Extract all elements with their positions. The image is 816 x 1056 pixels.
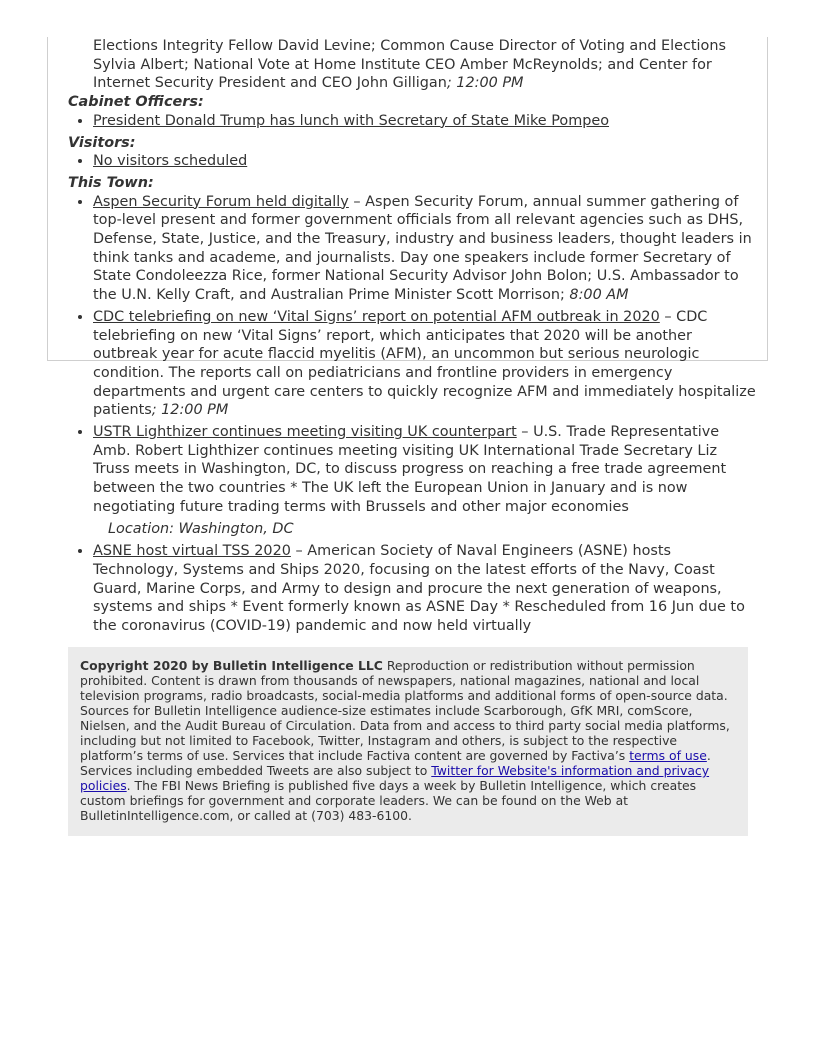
twitter-policy-link[interactable]: Twitter for Website's information and privacy policies: [80, 763, 710, 793]
list-item: [93, 152, 758, 171]
item-time: 8:00 AM: [569, 287, 629, 304]
item-time: ; 12:00 PM: [151, 402, 229, 419]
footer-text: . The FBI News Briefing is published five days a week by Bulletin Intelligence, which creates custom briefings for government and corporate leaders. We can be found on the Web at BulletinIntelligence.com, or called at (703) 483-6100.: [80, 778, 697, 823]
section-heading-cabinet: [68, 93, 758, 112]
briefing-content: [68, 37, 758, 639]
heading-label: This Town: [68, 174, 148, 191]
item-link[interactable]: ASNE host virtual TSS 2020: [93, 543, 291, 560]
list-item: [93, 423, 758, 538]
heading-label: Visitors: [68, 134, 130, 151]
list-item: [93, 542, 758, 636]
item-link[interactable]: Aspen Security Forum held digitally: [93, 193, 349, 210]
item-text: – Aspen Security Forum, annual summer gathering of top-level present and former government officials from all relevant agencies such as DHS, Defense, State, Justice, and the Treasury, industry and business leaders, thought leaders in think tanks and academe, and journalists. Day one speakers include former Secretary of State Condoleezza Rice, former National Security Advisor John Bolon; U.S. Ambassador to the U.N. Kelly Craft, and Australian Prime Minister Scott Morrison;: [93, 193, 752, 304]
footer-text: Reproduction or redistribution without permission prohibited. Content is drawn from thousands of newspapers, national magazines, national and local television programs, radio broadcasts, social-media platforms and additional forms of open-source data. Sources for Bulletin Intelligence audience-size estimates include Scarborough, GfK MRI, comScore, Nielsen, and the Audit Bureau of Circulation. Data from and access to third party social media platforms, including but not limited to Facebook, Twitter, Instagram and others, is subject to the respective platform’s terms of use. Services that include Factiva content are governed by Factiva’s: [80, 658, 730, 763]
visitors-list: [68, 152, 758, 171]
item-link[interactable]: President Donald Trump has lunch with Secretary of State Mike Pompeo: [93, 112, 610, 129]
item-text: – American Society of Naval Engineers (ASNE) hosts Technology, Systems and Ships 2020, focusing on the latest efforts of the Navy, Coast Guard, Marine Corps, and Army to design and procure the next generation of weapons, systems and ships * Event formerly known as ASNE Day * Rescheduled from 16 Jun due to the coronavirus (COVID-19) pandemic and now held virtually: [93, 543, 745, 635]
copyright-footer: [68, 647, 748, 836]
footer-text: . Services including embedded Tweets are also subject to: [80, 748, 711, 778]
item-link[interactable]: USTR Lighthizer continues meeting visiting UK counterpart: [93, 424, 517, 441]
list-item: [93, 308, 758, 420]
cabinet-list: [68, 112, 758, 131]
heading-label: Cabinet Officers: [68, 94, 198, 111]
item-text: Elections Integrity Fellow David Levine; Common Cause Director of Voting and Elections Sylvia Albert; National Vote at Home Institute CEO Amber McReynolds; and Center for Internet Security President and CEO John Gilligan: [93, 38, 726, 92]
heading-colon: :: [197, 94, 204, 111]
continued-item: [68, 37, 758, 93]
section-heading-this-town: [68, 174, 758, 193]
item-text: – U.S. Trade Representative Amb. Robert Lighthizer continues meeting visiting UK International Trade Secretary Liz Truss meets in Washington, DC, to discuss progress on reaching a free trade agreement between the two countries * The UK left the European Union in January and is now negotiating future trading terms with Brussels and other major economies: [93, 424, 727, 515]
heading-colon: :: [147, 174, 154, 191]
list-item: [93, 193, 758, 305]
section-heading-visitors: [68, 134, 758, 153]
item-link[interactable]: CDC telebriefing on new ‘Vital Signs’ report on potential AFM outbreak in 2020: [93, 308, 660, 325]
terms-of-use-link[interactable]: terms of use: [629, 748, 707, 763]
copyright-heading: Copyright 2020 by Bulletin Intelligence LLC: [80, 658, 383, 673]
heading-colon: :: [129, 134, 136, 151]
item-text: – CDC telebriefing on new ‘Vital Signs’ report, which anticipates that 2020 will be another outbreak year for acute flaccid myelitis (AFM), an uncommon but serious neurologic condition. The reports call on pediatricians and frontline providers in emergency departments and urgent care centers to quickly recognize AFM and immediately hospitalize patients: [93, 308, 756, 419]
item-link[interactable]: No visitors scheduled: [93, 153, 248, 170]
this-town-list: [68, 193, 758, 636]
item-location: Location: Washington, DC: [108, 520, 294, 537]
list-item: [93, 112, 758, 131]
item-time: ; 12:00 PM: [446, 75, 524, 92]
